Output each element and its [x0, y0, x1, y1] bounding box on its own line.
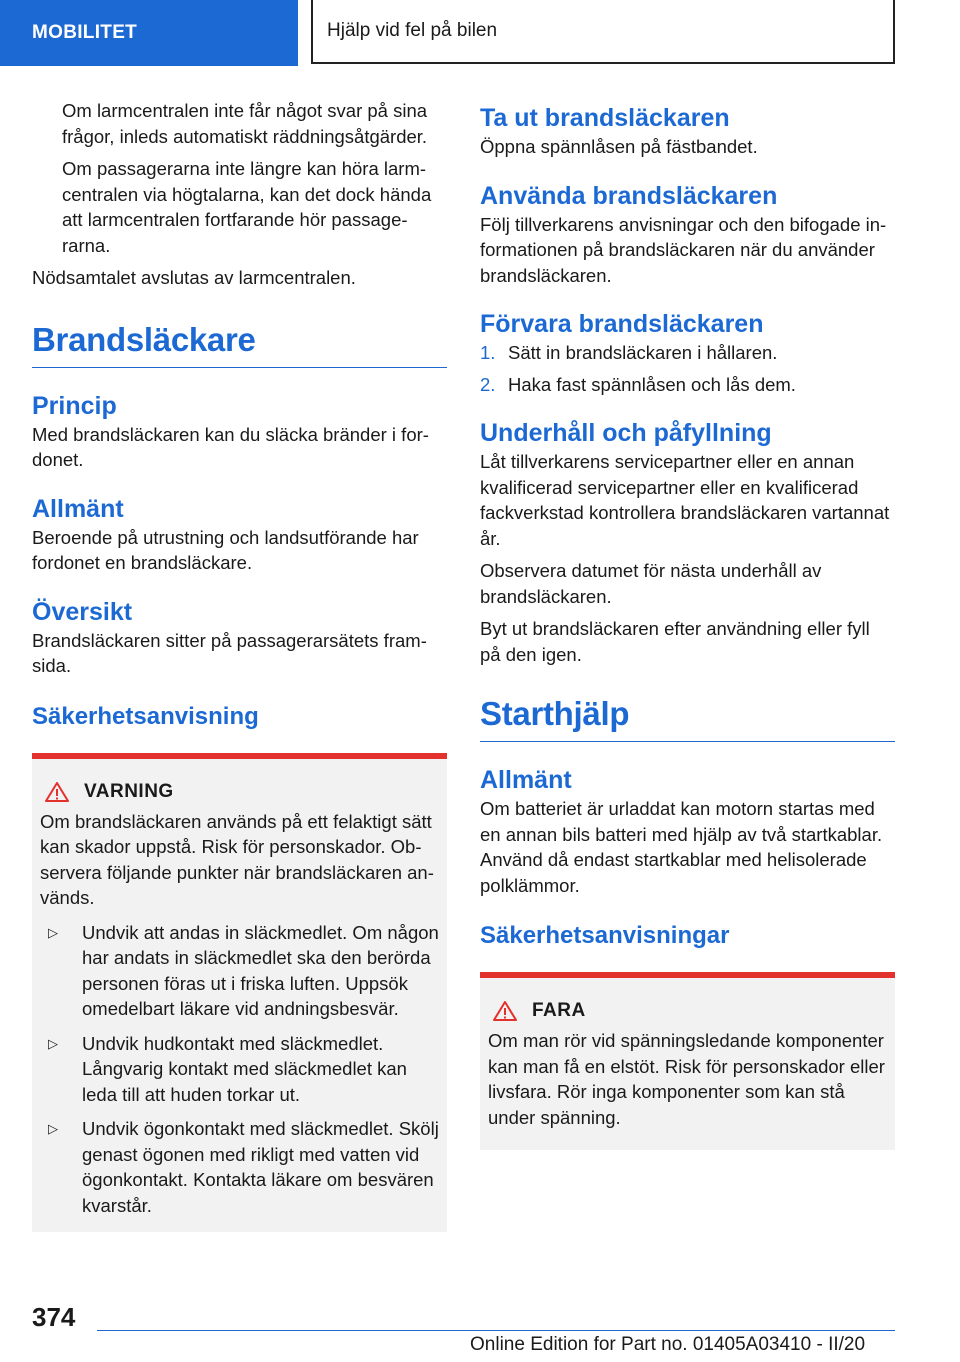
heading-sakerhetsanvisningar: Säkerhetsanvisningar	[480, 922, 730, 949]
warning-title: VARNING	[84, 780, 174, 802]
heading-ta-ut: Ta ut brandsläckaren	[480, 104, 730, 132]
step-text: Sätt in brandsläckaren i hållaren.	[508, 342, 778, 363]
numbered-step	[480, 340, 895, 366]
warning-triangle-icon	[44, 781, 70, 803]
warning-bullet-text: Undvik att andas in släckmedlet. Om någon har andats in släckmedlet ska den berörda personen föras ut i friska luften. Uppsök omedelbart läkare vid andningsbesvär.	[82, 921, 439, 1019]
intro-paragraph-3: Nödsamtalet avslutas av larmcentralen.	[32, 267, 356, 288]
triangle-bullet-icon: ▷	[48, 1121, 58, 1136]
warning-triangle-icon	[492, 1000, 518, 1022]
heading-anvanda: Använda brandsläckaren	[480, 181, 778, 210]
warning-bullet-text: Undvik hudkontakt med släckmedlet. Långvarig kontakt med släckmedlet kan leda till att huden torkar ut.	[82, 1032, 407, 1105]
heading-allmant-start: Allmänt	[480, 766, 572, 794]
heading-princip: Princip	[32, 391, 117, 420]
warning-bullet	[40, 1116, 439, 1218]
intro-paragraph-1: Om larmcentralen inte får något svar på sina frågor, inleds automatiskt räddningsåtgärder.	[62, 100, 428, 147]
triangle-bullet-icon: ▷	[48, 924, 58, 940]
heading-brandslackare: Brandsläckare	[32, 321, 447, 368]
underhall-paragraph-1: Låt tillverkarens servicepartner eller en annan kvalificerad servicepartner eller en kvalificerad fackverkstad kontrollera brandsläckaren vartannat år.	[480, 451, 890, 549]
danger-box	[480, 972, 895, 1150]
heading-underhall: Underhåll och påfyllning	[480, 419, 772, 447]
warning-bullet-text: Undvik ögonkontakt med släckmedlet. Skölj genast ögonen med rikligt med vatten vid ögonkontakt. Kontakta läkare om besvären kvarstår.	[82, 1118, 439, 1216]
footer-divider	[97, 1330, 895, 1331]
anvanda-paragraph: Följ tillverkarens anvisningar och den bifogade informationen på brandsläckaren när du använder brandsläckaren.	[480, 213, 887, 286]
heading-starthjalp: Starthjälp	[480, 695, 895, 742]
warning-bullet	[40, 1031, 439, 1108]
chapter-header	[311, 0, 895, 64]
heading-oversikt: Översikt	[32, 597, 133, 626]
underhall-paragraph-2: Observera datumet för nästa underhåll av brandsläckaren.	[480, 560, 822, 607]
danger-header	[488, 1000, 887, 1022]
triangle-bullet-icon: ▷	[48, 1035, 58, 1051]
intro-paragraph-2: Om passagerarna inte längre kan höra larmcentralen via högtalarna, kan det dock hända att larmcentralen fortfarande hör passagerarna.	[62, 158, 432, 256]
warning-text: Om brandsläckaren används på ett felaktigt sätt kan skador uppstå. Risk för personskador. Observera följande punkter när brandsläckaren används.	[40, 810, 434, 908]
heading-forvara: Förvara brandsläckaren	[480, 310, 764, 338]
step-text: Haka fast spännlåsen och lås dem.	[508, 373, 796, 395]
chapter-label: Hjälp vid fel på bilen	[327, 20, 498, 41]
page-number: 374	[32, 1302, 76, 1332]
danger-title: FARA	[532, 1000, 586, 1021]
oversikt-paragraph: Brandsläckaren sitter på passagerarsätets framsida.	[32, 629, 427, 676]
numbered-step	[480, 372, 895, 398]
allmant-start-paragraph: Om batteriet är urladdat kan motorn startas med en annan bils batteri med hjälp av två startkablar. Använd då endast startkablar med helisolerade polklämmor.	[480, 798, 883, 896]
right-column	[480, 98, 895, 1150]
warning-box	[32, 753, 447, 1233]
heading-sakerhetsanvisning: Säkerhetsanvisning	[32, 702, 259, 730]
section-label: MOBILITET	[32, 22, 138, 43]
warning-header	[40, 781, 439, 803]
left-column	[32, 98, 447, 1232]
step-number: 2.	[480, 373, 496, 395]
princip-paragraph: Med brandsläckaren kan du släcka bränder i fordonet.	[32, 423, 429, 470]
section-tab	[0, 0, 298, 66]
edition-label: Online Edition for Part no. 01405A03410 - II/20	[470, 1334, 866, 1355]
warning-bullet	[40, 920, 439, 1022]
heading-allmant: Allmänt	[32, 494, 124, 523]
danger-text: Om man rör vid spänningsledande komponenter kan man få en elstöt. Risk för personskador eller livsfara. Rör inga komponenter som kan stå under spänning.	[488, 1030, 885, 1128]
step-number: 1.	[480, 342, 496, 363]
underhall-paragraph-3: Byt ut brandsläckaren efter användning eller fyll på den igen.	[480, 618, 870, 665]
allmant-paragraph: Beroende på utrustning och landsutförande har fordonet en brandsläckare.	[32, 526, 419, 573]
ta-ut-paragraph: Öppna spännlåsen på fästbandet.	[480, 136, 758, 157]
